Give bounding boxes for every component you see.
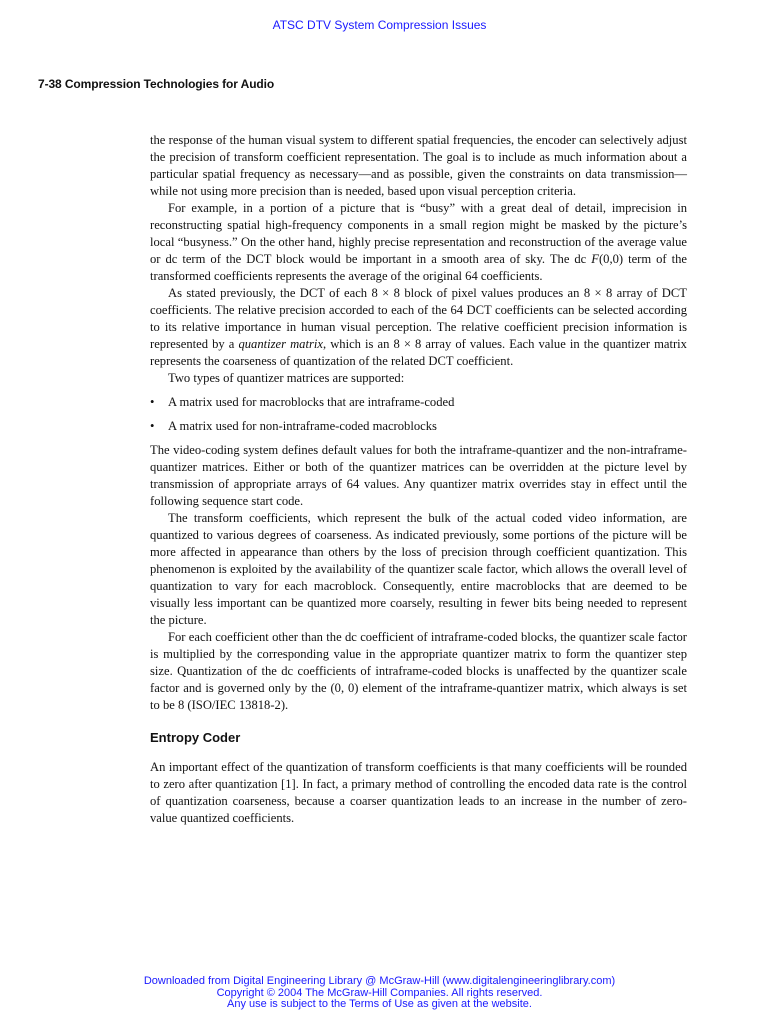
bullet-list bbox=[150, 394, 687, 435]
paragraph: For each coefficient other than the dc coefficient of intraframe-coded blocks, the quantizer scale factor is multiplied by the corresponding value in the appropriate quantizer matrix to form the quantizer step size. Quantization of the dc coefficients of intraframe-coded blocks is unaffected by the quantizer scale factor and is governed only by the (0, 0) element of the intraframe-quantizer matrix, which always is set to be 8 (ISO/IEC 13818-2). bbox=[150, 630, 687, 712]
bullet-icon: • bbox=[150, 419, 155, 433]
italic-term: F bbox=[591, 252, 599, 266]
footer bbox=[0, 976, 759, 1011]
paragraph: the response of the human visual system to different spatial frequencies, the encoder can selectively adjust the precision of transform coefficient representation. The goal is to include as much information about a particular spatial frequency as necessary—and as possible, given the constraints on data transmission—while not using more precision than is needed, based upon visual perception criteria. bbox=[150, 133, 687, 198]
list-item bbox=[150, 394, 687, 411]
paragraph-text: (0,0) term of the transformed coefficients represents the average of the original 64 coefficients. bbox=[150, 252, 687, 283]
list-item bbox=[150, 418, 687, 435]
paragraph: The transform coefficients, which represent the bulk of the actual coded video information, are quantized to various degrees of coarseness. As indicated previously, some portions of the picture will be more affected in appearance than others by the loss of precision through coefficient quantization. This phenomenon is exploited by the availability of the quantizer scale factor, which allows the overall level of quantization to vary for each macroblock. Consequently, entire macroblocks that are deemed to be visually less important can be quantized more coarsely, resulting in fewer bits being needed to represent the picture. bbox=[150, 511, 687, 627]
footer-download-link[interactable]: Downloaded from Digital Engineering Library @ McGraw-Hill (www.digitalengineeringlibrary.com) bbox=[143, 975, 616, 987]
section-heading: Entropy Coder bbox=[150, 730, 241, 745]
bullet-icon: • bbox=[150, 395, 155, 409]
paragraph bbox=[150, 285, 687, 370]
paragraph: Two types of quantizer matrices are supported: bbox=[168, 371, 405, 385]
list-item-text: A matrix used for macroblocks that are intraframe-coded bbox=[168, 395, 455, 409]
paragraph: An important effect of the quantization of transform coefficients is that many coefficients will be rounded to zero after quantization [1]. In fact, a primary method of controlling the encoded data rate is the control of quantization coarseness, because a coarser quantization leads to an increase in the number of zero-value quantized coefficients. bbox=[150, 760, 687, 825]
paragraph-text: For example, in a portion of a picture that is “busy” with a great deal of detail, imprecision in reconstructing spatial high-frequency components in a small region might be masked by the picture’s local “busyness.” On the other hand, highly precise representation and reconstruction of the average value or dc term of the DCT block would be important in a smooth area of sky. The dc bbox=[150, 201, 687, 266]
body-text bbox=[150, 132, 687, 827]
top-banner: ATSC DTV System Compression Issues bbox=[272, 18, 487, 32]
paragraph: The video-coding system defines default values for both the intraframe-quantizer and the non-intraframe-quantizer matrices. Either or both of the quantizer matrices can be overridden at the picture level by transmission of appropriate arrays of 64 values. Any quantizer matrix overrides stay in effect until the following sequence start code. bbox=[150, 443, 687, 508]
running-head: 7-38 Compression Technologies for Audio bbox=[38, 77, 275, 91]
paragraph bbox=[150, 200, 687, 285]
footer-terms-link[interactable]: Any use is subject to the Terms of Use as given at the website. bbox=[227, 998, 532, 1010]
paragraph-text: As stated previously, the DCT of each 8 × 8 block of pixel values produces an 8 × 8 array of DCT coefficients. The relative precision accorded to each of the 64 DCT coefficients can be selected according to its relative importance in human visual perception. The relative coefficient precision information is represented by a bbox=[150, 286, 687, 351]
footer-copyright: Copyright © 2004 The McGraw-Hill Companies. All rights reserved. bbox=[216, 986, 543, 999]
italic-term: quantizer matrix bbox=[238, 337, 323, 351]
list-item-text: A matrix used for non-intraframe-coded macroblocks bbox=[168, 419, 437, 433]
paragraph-text: , which is an 8 × 8 array of values. Each value in the quantizer matrix represents the coarseness of quantization of the related DCT coefficient. bbox=[150, 337, 687, 368]
